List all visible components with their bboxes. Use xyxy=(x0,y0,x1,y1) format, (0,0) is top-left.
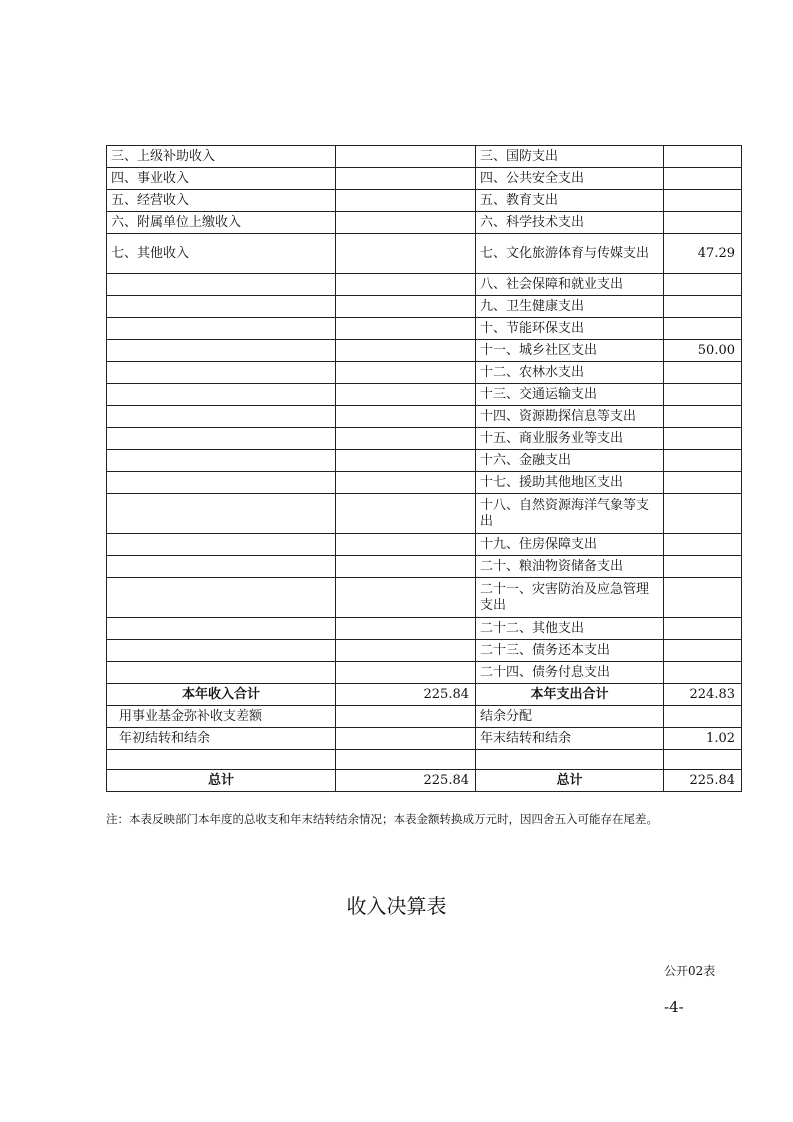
table-row xyxy=(107,146,742,168)
table-cell: 年初结转和结余 xyxy=(107,728,336,750)
table-cell: 四、事业收入 xyxy=(107,168,336,190)
table-cell xyxy=(107,534,336,556)
table-cell xyxy=(336,296,476,318)
table-cell: 七、文化旅游体育与传媒支出 xyxy=(476,234,664,274)
table-row xyxy=(107,274,742,296)
table-row xyxy=(107,296,742,318)
table-cell xyxy=(336,750,476,770)
table-cell xyxy=(664,450,742,472)
table-cell xyxy=(336,662,476,684)
total-row xyxy=(107,770,742,792)
table-cell: 二十、粮油物资储备支出 xyxy=(476,556,664,578)
table-cell xyxy=(336,384,476,406)
table-cell xyxy=(664,662,742,684)
table-cell xyxy=(107,450,336,472)
table-cell: 二十一、灾害防治及应急管理支出 xyxy=(476,578,664,618)
table-row xyxy=(107,472,742,494)
table-cell: 五、经营收入 xyxy=(107,190,336,212)
table-cell xyxy=(336,190,476,212)
table-cell xyxy=(664,494,742,534)
table-cell xyxy=(664,640,742,662)
table-cell: 十七、援助其他地区支出 xyxy=(476,472,664,494)
table-cell: 三、上级补助收入 xyxy=(107,146,336,168)
table-cell xyxy=(664,168,742,190)
table-row xyxy=(107,318,742,340)
table-row xyxy=(107,750,742,770)
table-cell xyxy=(336,362,476,384)
table-cell xyxy=(664,362,742,384)
table-cell xyxy=(336,450,476,472)
table-cell xyxy=(664,428,742,450)
table-cell: 十一、城乡社区支出 xyxy=(476,340,664,362)
table-cell xyxy=(107,494,336,534)
table-cell: 九、卫生健康支出 xyxy=(476,296,664,318)
table-cell xyxy=(107,750,336,770)
table-cell: 50.00 xyxy=(664,340,742,362)
table-cell: 十四、资源勘探信息等支出 xyxy=(476,406,664,428)
table-cell xyxy=(107,618,336,640)
table-cell: 总计 xyxy=(107,770,336,792)
table-cell: 十三、交通运输支出 xyxy=(476,384,664,406)
table-cell xyxy=(336,494,476,534)
table-cell: 七、其他收入 xyxy=(107,234,336,274)
table-row xyxy=(107,706,742,728)
table-cell xyxy=(336,618,476,640)
table-row xyxy=(107,578,742,618)
table-cell: 十五、商业服务业等支出 xyxy=(476,428,664,450)
table-row xyxy=(107,190,742,212)
table-code: 公开02表 xyxy=(664,964,716,978)
table-row xyxy=(107,618,742,640)
table-cell: 八、社会保障和就业支出 xyxy=(476,274,664,296)
table-cell: 47.29 xyxy=(664,234,742,274)
table-cell: 十二、农林水支出 xyxy=(476,362,664,384)
table-cell xyxy=(336,428,476,450)
table-cell: 三、国防支出 xyxy=(476,146,664,168)
table-cell: 用事业基金弥补收支差额 xyxy=(107,706,336,728)
table-cell xyxy=(107,406,336,428)
table-row xyxy=(107,534,742,556)
table-row xyxy=(107,556,742,578)
next-section-title: 收入决算表 xyxy=(346,894,447,918)
subtotal-row xyxy=(107,684,742,706)
table-cell xyxy=(336,578,476,618)
table-cell xyxy=(107,578,336,618)
table-cell: 总计 xyxy=(476,770,664,792)
table-cell: 224.83 xyxy=(664,684,742,706)
table-cell xyxy=(336,146,476,168)
table-cell xyxy=(336,706,476,728)
table-cell: 十、节能环保支出 xyxy=(476,318,664,340)
table-cell: 十八、自然资源海洋气象等支出 xyxy=(476,494,664,534)
table-row xyxy=(107,728,742,750)
table-cell xyxy=(107,318,336,340)
table-cell: 六、附属单位上缴收入 xyxy=(107,212,336,234)
table-cell xyxy=(107,662,336,684)
table-cell xyxy=(107,274,336,296)
table-cell: 本年支出合计 xyxy=(476,684,664,706)
table-cell: 225.84 xyxy=(336,770,476,792)
table-cell: 结余分配 xyxy=(476,706,664,728)
table-cell xyxy=(664,472,742,494)
table-cell: 四、公共安全支出 xyxy=(476,168,664,190)
table-cell xyxy=(336,534,476,556)
table-cell xyxy=(336,212,476,234)
table-cell xyxy=(664,706,742,728)
table-body xyxy=(107,146,742,792)
table-cell xyxy=(336,640,476,662)
table-row xyxy=(107,494,742,534)
table-cell xyxy=(336,168,476,190)
table-cell xyxy=(336,274,476,296)
table-cell xyxy=(664,190,742,212)
table-cell xyxy=(664,750,742,770)
table-cell: 本年收入合计 xyxy=(107,684,336,706)
income-expenditure-table xyxy=(106,145,742,792)
table-row xyxy=(107,640,742,662)
table-cell xyxy=(336,728,476,750)
table-row xyxy=(107,428,742,450)
table-row xyxy=(107,340,742,362)
table-cell: 六、科学技术支出 xyxy=(476,212,664,234)
table-cell xyxy=(664,618,742,640)
table-cell xyxy=(107,362,336,384)
table-cell xyxy=(664,534,742,556)
table-cell xyxy=(664,212,742,234)
table-cell xyxy=(107,384,336,406)
page-number: -4- xyxy=(664,998,684,1016)
table-cell: 225.84 xyxy=(336,684,476,706)
table-cell xyxy=(336,340,476,362)
table-row xyxy=(107,234,742,274)
table-cell xyxy=(664,556,742,578)
table-cell xyxy=(107,640,336,662)
table-cell: 十九、住房保障支出 xyxy=(476,534,664,556)
table-cell xyxy=(664,146,742,168)
table-cell xyxy=(336,406,476,428)
table-cell xyxy=(107,428,336,450)
table-cell: 十六、金融支出 xyxy=(476,450,664,472)
table-cell xyxy=(336,472,476,494)
table-row xyxy=(107,450,742,472)
table-cell xyxy=(336,234,476,274)
table-cell xyxy=(664,578,742,618)
table-cell xyxy=(664,318,742,340)
table-cell: 225.84 xyxy=(664,770,742,792)
table-cell xyxy=(476,750,664,770)
table-cell xyxy=(664,406,742,428)
table-cell xyxy=(664,384,742,406)
table-footnote: 注：本表反映部门本年度的总收支和年末结转结余情况；本表金额转换成万元时，因四舍五入可能存在尾差。 xyxy=(106,812,658,826)
table-cell xyxy=(336,318,476,340)
table-cell xyxy=(664,296,742,318)
table-cell: 年末结转和结余 xyxy=(476,728,664,750)
table-cell xyxy=(107,556,336,578)
table-row xyxy=(107,384,742,406)
table-row xyxy=(107,168,742,190)
table-row xyxy=(107,406,742,428)
table-cell: 二十二、其他支出 xyxy=(476,618,664,640)
table-cell: 五、教育支出 xyxy=(476,190,664,212)
table-cell xyxy=(107,296,336,318)
table-cell xyxy=(107,472,336,494)
table-row xyxy=(107,662,742,684)
table-cell xyxy=(107,340,336,362)
table-cell: 二十四、债务付息支出 xyxy=(476,662,664,684)
table-cell: 1.02 xyxy=(664,728,742,750)
table-cell: 二十三、债务还本支出 xyxy=(476,640,664,662)
table-cell xyxy=(336,556,476,578)
table-cell xyxy=(664,274,742,296)
table-row xyxy=(107,362,742,384)
table-row xyxy=(107,212,742,234)
